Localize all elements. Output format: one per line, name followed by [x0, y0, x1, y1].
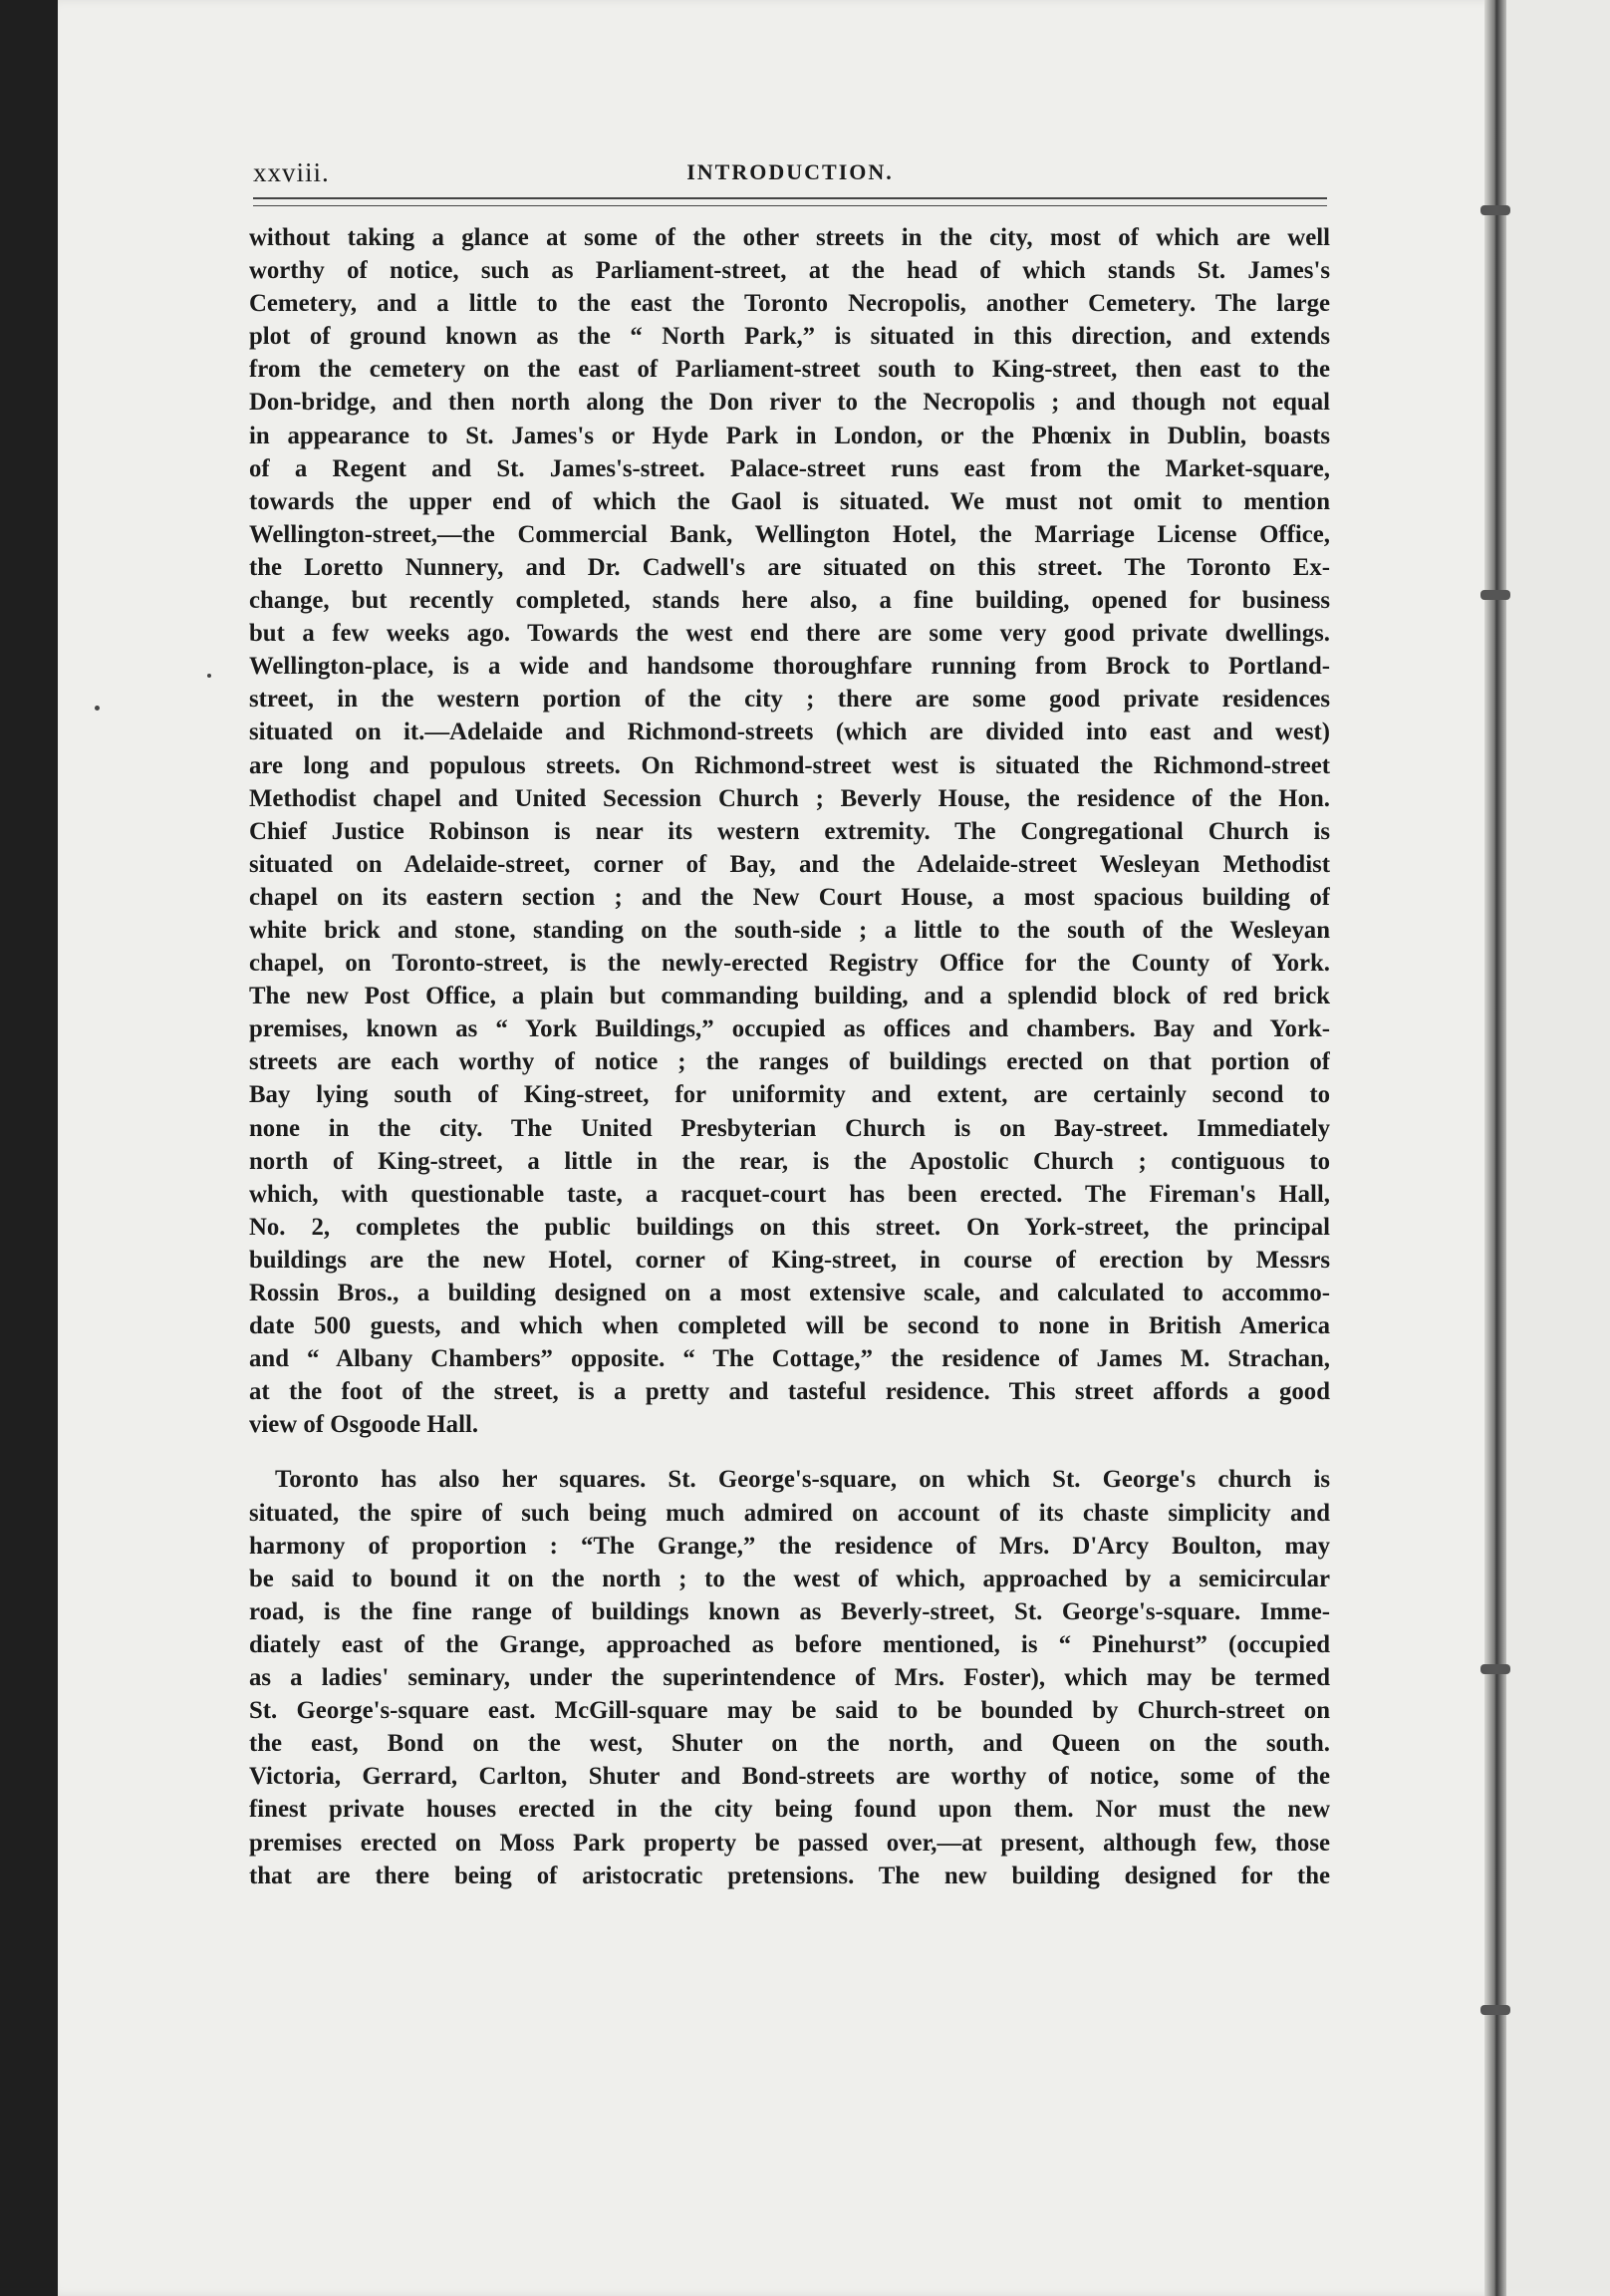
- text-line: streets are each worthy of notice ; the ranges of buildings erected on that portion of: [249, 1048, 1330, 1076]
- text-line: are long and populous streets. On Richmond-street west is situated the Richmond-street: [249, 751, 1330, 779]
- paragraph: [249, 1463, 1330, 1891]
- facing-page-edge: [1506, 0, 1610, 2296]
- text-line: and “ Albany Chambers” opposite. “ The Cottage,” the residence of James M. Strachan,: [249, 1345, 1330, 1373]
- text-line: Victoria, Gerrard, Carlton, Shuter and Bond-streets are worthy of notice, some of the: [249, 1763, 1330, 1791]
- text-line: white brick and stone, standing on the south-side ; a little to the south of the Wesleyan: [249, 916, 1330, 944]
- text-line: the east, Bond on the west, Shuter on the north, and Queen on the south.: [249, 1730, 1330, 1758]
- text-line: that are there being of aristocratic pretensions. The new building designed for the: [249, 1862, 1330, 1889]
- text-line: Chief Justice Robinson is near its western extremity. The Congregational Church is: [249, 817, 1330, 845]
- text-line: date 500 guests, and which when completed will be second to none in British America: [249, 1312, 1330, 1340]
- text-line: buildings are the new Hotel, corner of King-street, in course of erection by Messrs: [249, 1246, 1330, 1274]
- text-line: in appearance to St. James's or Hyde Park in London, or the Phœnix in Dublin, boasts: [249, 422, 1330, 449]
- binding-gutter: [1484, 0, 1506, 2296]
- text-line: Don-bridge, and then north along the Don river to the Necropolis ; and though not equal: [249, 389, 1330, 417]
- text-line: Wellington-place, is a wide and handsome thoroughfare running from Brock to Portland-: [249, 653, 1330, 681]
- text-line: from the cemetery on the east of Parliament-street south to King-street, then east to the: [249, 356, 1330, 384]
- section-title: INTRODUCTION.: [686, 159, 894, 184]
- binding-stitch: [1480, 205, 1510, 215]
- text-line: Wellington-street,—the Commercial Bank, Wellington Hotel, the Marriage License Office,: [249, 520, 1330, 548]
- text-line: which, with questionable taste, a racquet-court has been erected. The Fireman's Hall,: [249, 1180, 1330, 1208]
- header-rule-thin: [253, 205, 1327, 206]
- text-line: situated on Adelaide-street, corner of Bay, and the Adelaide-street Wesleyan Methodist: [249, 850, 1330, 878]
- text-line: Cemetery, and a little to the east the Toronto Necropolis, another Cemetery. The large: [249, 290, 1330, 318]
- text-line: Rossin Bros., a building designed on a most extensive scale, and calculated to accommo-: [249, 1280, 1330, 1306]
- text-line: worthy of notice, such as Parliament-street, at the head of which stands St. James's: [249, 257, 1330, 285]
- text-line: premises erected on Moss Park property be passed over,—at present, although few, those: [249, 1829, 1330, 1857]
- text-line: premises, known as “ York Buildings,” occupied as offices and chambers. Bay and York-: [249, 1015, 1330, 1043]
- paragraph-gap: [249, 1441, 1330, 1463]
- text-line: harmony of proportion : “The Grange,” the residence of Mrs. D'Arcy Boulton, may: [249, 1532, 1330, 1560]
- text-line: chapel, on Toronto-street, is the newly-erected Registry Office for the County of York.: [249, 950, 1330, 978]
- text-line: the Loretto Nunnery, and Dr. Cadwell's are situated on this street. The Toronto Ex-: [249, 553, 1330, 581]
- text-line: without taking a glance at some of the other streets in the city, most of which are well: [249, 224, 1330, 251]
- text-line: be said to bound it on the north ; to the west of which, approached by a semicircular: [249, 1565, 1330, 1592]
- text-line: Methodist chapel and United Secession Church ; Beverly House, the residence of the Hon.: [249, 784, 1330, 812]
- paragraph: [249, 221, 1330, 1441]
- text-line: road, is the fine range of buildings known as Beverly-street, St. George's-square. Imme-: [249, 1597, 1330, 1625]
- text-line: St. George's-square east. McGill-square may be said to be bounded by Church-street on: [249, 1697, 1330, 1725]
- page-number: xxviii.: [253, 157, 330, 187]
- paper-speck: [95, 706, 100, 711]
- text-line: view of Osgoode Hall.: [249, 1411, 479, 1439]
- text-line: street, in the western portion of the city ; there are some good private residences: [249, 686, 1330, 714]
- text-line: plot of ground known as the “ North Park,” is situated in this direction, and extends: [249, 323, 1330, 351]
- paper-speck: [207, 674, 211, 678]
- binding-stitch: [1480, 2005, 1510, 2015]
- text-line: but a few weeks ago. Towards the west end there are some very good private dwellings.: [249, 620, 1330, 648]
- text-line: situated on it.—Adelaide and Richmond-streets (which are divided into east and west): [249, 718, 1330, 746]
- text-line: diately east of the Grange, approached as before mentioned, is “ Pinehurst” (occupied: [249, 1630, 1330, 1658]
- text-line: of a Regent and St. James's-street. Palace-street runs east from the Market-square,: [249, 454, 1330, 482]
- text-line: at the foot of the street, is a pretty and tasteful residence. This street affords a good: [249, 1378, 1330, 1406]
- text-line: Bay lying south of King-street, for uniformity and extent, are certainly second to: [249, 1081, 1330, 1109]
- text-line: chapel on its eastern section ; and the New Court House, a most spacious building of: [249, 883, 1330, 911]
- text-line: towards the upper end of which the Gaol is situated. We must not omit to mention: [249, 487, 1330, 515]
- text-line: The new Post Office, a plain but commanding building, and a splendid block of red brick: [249, 983, 1330, 1010]
- text-line: change, but recently completed, stands here also, a fine building, opened for business: [249, 587, 1330, 615]
- binding-stitch: [1480, 590, 1510, 600]
- text-line: north of King-street, a little in the rear, is the Apostolic Church ; contiguous to: [249, 1147, 1330, 1175]
- text-line: finest private houses erected in the city being found upon them. Nor must the new: [249, 1796, 1330, 1824]
- text-line: Toronto has also her squares. St. George's-square, on which St. George's church is: [275, 1466, 1330, 1494]
- text-line: No. 2, completes the public buildings on this street. On York-street, the principal: [249, 1213, 1330, 1241]
- text-line: as a ladies' seminary, under the superintendence of Mrs. Foster), which may be termed: [249, 1664, 1330, 1692]
- body-text: [249, 221, 1330, 1892]
- header-rule: [253, 197, 1327, 199]
- binding-stitch: [1480, 1664, 1510, 1674]
- running-header: [253, 157, 1327, 197]
- text-line: situated, the spire of such being much admired on account of its chaste simplicity and: [249, 1499, 1330, 1527]
- text-line: none in the city. The United Presbyterian Church is on Bay-street. Immediately: [249, 1114, 1330, 1142]
